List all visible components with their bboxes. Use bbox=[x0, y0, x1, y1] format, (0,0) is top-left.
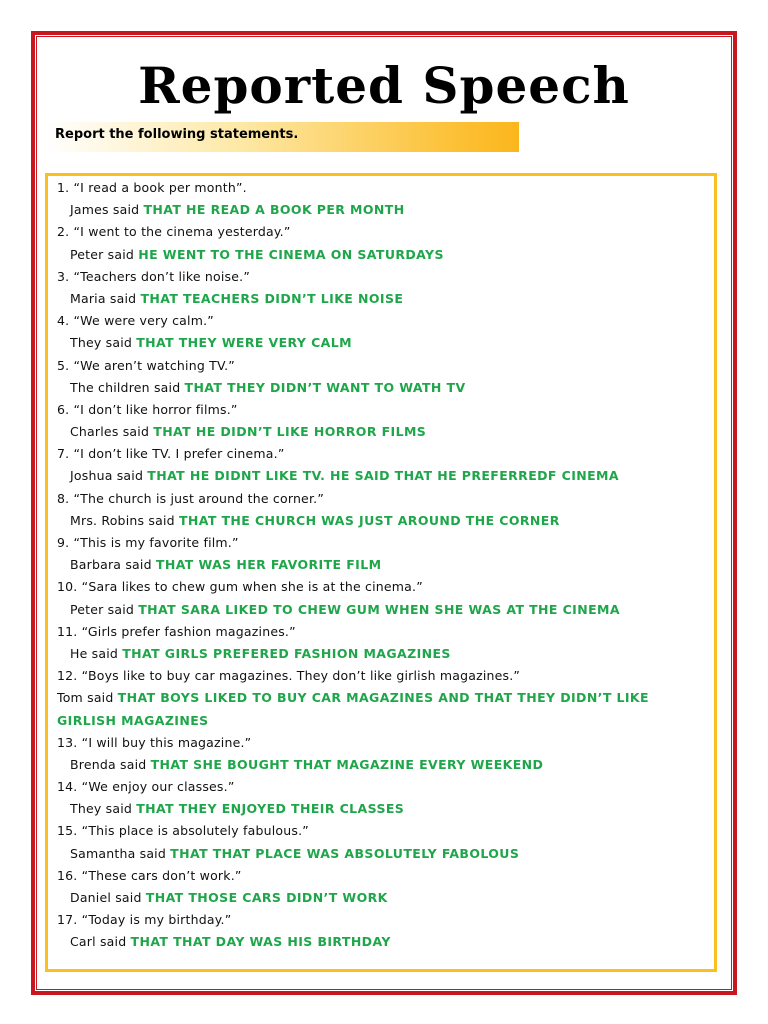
reported-line bbox=[57, 843, 707, 865]
reported-line bbox=[57, 332, 707, 354]
answer-text: THAT SARA LIKED TO CHEW GUM WHEN SHE WAS AT THE CINEMA bbox=[138, 601, 620, 617]
statement-line: 11. “Girls prefer fashion magazines.” bbox=[57, 623, 296, 639]
speaker-text: Carl said bbox=[70, 934, 131, 950]
answer-text: THAT HE READ A BOOK PER MONTH bbox=[143, 202, 405, 218]
speaker-text: Brenda said bbox=[70, 756, 151, 772]
statement-line: 8. “The church is just around the corner.” bbox=[57, 490, 324, 506]
statement-line: 2. “I went to the cinema yesterday.” bbox=[57, 224, 291, 240]
answer-text: HE WENT TO THE CINEMA ON SATURDAYS bbox=[138, 246, 444, 262]
speaker-text: Barbara said bbox=[70, 557, 156, 573]
reported-line bbox=[57, 887, 707, 909]
reported-line bbox=[57, 465, 707, 487]
reported-line bbox=[57, 798, 707, 820]
speaker-text: Peter said bbox=[70, 601, 139, 617]
speaker-text: James said bbox=[70, 202, 144, 218]
speaker-text: They said bbox=[70, 801, 137, 817]
speaker-text: They said bbox=[70, 335, 137, 351]
speaker-text: Joshua said bbox=[70, 468, 148, 484]
page-title: Reported Speech bbox=[138, 56, 630, 115]
statement-line: 13. “I will buy this magazine.” bbox=[57, 734, 252, 750]
speaker-text: Peter said bbox=[70, 246, 139, 262]
reported-line bbox=[57, 554, 707, 576]
speaker-text: Samantha said bbox=[70, 845, 171, 861]
statement-line: 15. “This place is absolutely fabulous.” bbox=[57, 823, 309, 839]
statement-line: 3. “Teachers don’t like noise.” bbox=[57, 268, 250, 284]
answer-text: THAT THAT PLACE WAS ABSOLUTELY FABOLOUS bbox=[170, 845, 520, 861]
answer-text: THAT GIRLS PREFERED FASHION MAGAZINES bbox=[122, 645, 451, 661]
instruction-banner bbox=[45, 122, 519, 152]
answer-text: THAT THE CHURCH WAS JUST AROUND THE CORNER bbox=[178, 512, 560, 528]
statement-line: 17. “Today is my birthday.” bbox=[57, 912, 232, 928]
reported-line bbox=[57, 199, 707, 221]
speaker-text: Maria said bbox=[70, 290, 141, 306]
answer-text: THAT WAS HER FAVORITE FILM bbox=[155, 557, 382, 573]
statement-line: 10. “Sara likes to chew gum when she is at the cinema.” bbox=[57, 579, 423, 595]
statement-line: 5. “We aren’t watching TV.” bbox=[57, 357, 235, 373]
answer-text: THAT HE DIDN’T LIKE HORROR FILMS bbox=[153, 424, 427, 440]
reported-line bbox=[57, 288, 707, 310]
exercise-list bbox=[57, 177, 707, 954]
reported-line bbox=[57, 421, 707, 443]
reported-line bbox=[57, 754, 707, 776]
reported-line bbox=[57, 377, 707, 399]
answer-text: THAT THEY ENJOYED THEIR CLASSES bbox=[136, 801, 405, 817]
speaker-text: He said bbox=[70, 645, 123, 661]
answer-text: THAT SHE BOUGHT THAT MAGAZINE EVERY WEEKEND bbox=[150, 756, 544, 772]
reported-line bbox=[57, 931, 707, 953]
answer-continuation-line bbox=[57, 710, 707, 732]
reported-line bbox=[57, 599, 707, 621]
speaker-text: Tom said bbox=[57, 690, 118, 706]
instruction-text: Report the following statements. bbox=[55, 127, 299, 142]
answer-text: THAT BOYS LIKED TO BUY CAR MAGAZINES AND THAT THEY DIDN’T LIKE bbox=[117, 690, 649, 706]
answer-text: GIRLISH MAGAZINES bbox=[57, 712, 209, 728]
reported-line bbox=[57, 687, 707, 709]
statement-line: 7. “I don’t like TV. I prefer cinema.” bbox=[57, 446, 285, 462]
speaker-text: Mrs. Robins said bbox=[70, 512, 179, 528]
statement-line: 4. “We were very calm.” bbox=[57, 313, 214, 329]
statement-line: 1. “I read a book per month”. bbox=[57, 180, 247, 195]
speaker-text: The children said bbox=[70, 379, 185, 395]
statement-line: 16. “These cars don’t work.” bbox=[57, 867, 242, 883]
speaker-text: Charles said bbox=[70, 424, 154, 440]
answer-text: THAT THEY WERE VERY CALM bbox=[136, 335, 352, 351]
answer-text: THAT TEACHERS DIDN’T LIKE NOISE bbox=[140, 290, 404, 306]
reported-line bbox=[57, 244, 707, 266]
speaker-text: Daniel said bbox=[70, 890, 146, 905]
statement-line: 9. “This is my favorite film.” bbox=[57, 535, 239, 550]
answer-text: THAT THEY DIDN’T WANT TO WATH TV bbox=[184, 379, 466, 395]
answer-text: THAT THAT DAY WAS HIS BIRTHDAY bbox=[130, 934, 391, 950]
answer-text: THAT THOSE CARS DIDN’T WORK bbox=[145, 890, 388, 905]
statement-line: 12. “Boys like to buy car magazines. They don’t like girlish magazines.” bbox=[57, 668, 521, 684]
reported-line bbox=[57, 510, 707, 532]
answer-text: THAT HE DIDNT LIKE TV. HE SAID THAT HE PREFERREDF CINEMA bbox=[147, 468, 619, 484]
statement-line: 6. “I don’t like horror films.” bbox=[57, 401, 238, 417]
reported-line bbox=[57, 643, 707, 665]
statement-line: 14. “We enjoy our classes.” bbox=[57, 779, 235, 795]
